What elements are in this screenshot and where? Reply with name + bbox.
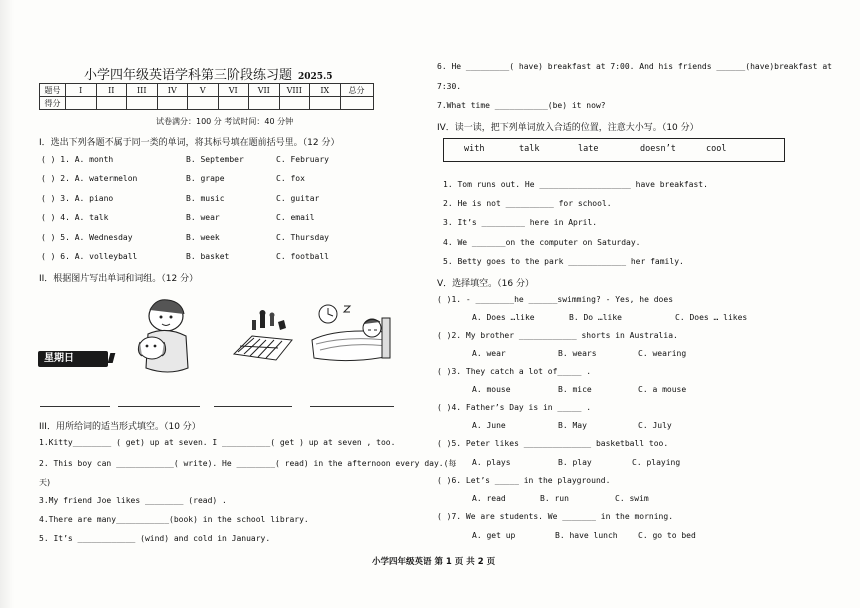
s1-q1-b: B. September — [186, 155, 244, 164]
s1-q3-c: C. guitar — [276, 194, 320, 203]
section5-title: V．选择填空。（16 分） — [437, 279, 534, 289]
s5-q2-b: B. wears — [558, 349, 597, 358]
answer-line[interactable] — [40, 406, 110, 407]
s1-q6: ( ) 6. A. volleyball — [41, 252, 138, 261]
s5-q1-b: B. Do …like — [569, 313, 622, 322]
section1-title: I．选出下列各题不属于同一类的单词，将其标号填在题前括号里。（12 分） — [39, 138, 340, 148]
s5-q6-a: A. read — [472, 494, 506, 503]
title-year: 2025.5 — [298, 72, 333, 82]
s5-q4-a: A. June — [472, 421, 506, 430]
s3-q6-line1: 6. He _________( have) breakfast at 7:00. And his friends ______(have)breakfast at — [437, 62, 832, 71]
s5-q2-a: A. wear — [472, 349, 506, 358]
s1-q4-c: C. email — [276, 213, 315, 222]
s4-line3: 3. It’s _________ here in April. — [443, 218, 598, 227]
s4-line2: 2. He is not __________ for school. — [443, 199, 612, 208]
s1-q3-b: B. music — [186, 194, 225, 203]
s5-q6: ( )6. Let’s _____ in the playground. — [437, 476, 611, 485]
s4-line4: 4. We _______on the computer on Saturday. — [443, 238, 641, 247]
answer-line[interactable] — [214, 406, 292, 407]
s1-q1: ( ) 1. A. month — [41, 155, 114, 164]
score-input-cell[interactable] — [96, 97, 127, 110]
s1-q3: ( ) 3. A. piano — [41, 194, 114, 203]
score-cell: IV — [157, 84, 188, 97]
s5-q1: ( )1. - ________he ______swimming? - Yes, he does — [437, 295, 674, 304]
score-input-cell[interactable] — [310, 97, 341, 110]
score-cell: IX — [310, 84, 341, 97]
s5-q1-c: C. Does … likes — [675, 313, 748, 322]
score-input-cell[interactable] — [188, 97, 219, 110]
score-input-cell[interactable] — [279, 97, 310, 110]
s3-line5: 5. It’s ____________ (wind) and cold in January. — [39, 534, 271, 543]
s5-q3-a: A. mouse — [472, 385, 511, 394]
score-cell: I — [66, 84, 97, 97]
title-text: 小学四年级英语学科第三阶段练习题 — [84, 68, 293, 83]
s3-q7: 7.What time ___________(be) it now? — [437, 101, 606, 110]
score-cell: III — [127, 84, 158, 97]
word-bank-item: cool — [706, 144, 727, 154]
s5-q5-b: B. play — [558, 458, 592, 467]
s1-q6-c: C. football — [276, 252, 329, 261]
section2-title: II．根据图片写出单词和词组。（12 分） — [39, 274, 199, 284]
word-bank-item: late — [578, 144, 599, 154]
exam-info: 试卷满分：100 分 考试时间：40 分钟 — [156, 117, 294, 126]
page-title — [84, 64, 332, 83]
s1-q5: ( ) 5. A. Wednesday — [41, 233, 133, 242]
score-table-score-row — [40, 97, 374, 110]
word-bank-item: doesn’t — [640, 144, 676, 154]
score-cell: 题号 — [40, 84, 66, 97]
s1-q5-b: B. week — [186, 233, 220, 242]
score-cell: II — [96, 84, 127, 97]
s5-q7-c: C. go to bed — [638, 531, 696, 540]
s4-line5: 5. Betty goes to the park ____________ her family. — [443, 257, 684, 266]
s5-q2: ( )2. My brother ____________ shorts in Australia. — [437, 331, 678, 340]
s3-line2b: 天) — [39, 478, 51, 487]
score-table — [39, 83, 374, 110]
sunday-badge-image: 星期日 — [38, 351, 108, 367]
s5-q4-c: C. July — [638, 421, 672, 430]
s5-q3-c: C. a mouse — [638, 385, 687, 394]
s3-line4: 4.There are many___________(book) in the school library. — [39, 515, 309, 524]
s5-q7: ( )7. We are students. We _______ in the morning. — [437, 512, 674, 521]
s4-line1: 1. Tom runs out. He ___________________ have breakfast. — [443, 180, 708, 189]
s1-q6-b: B. basket — [186, 252, 230, 261]
s1-q1-c: C. February — [276, 155, 329, 164]
s1-q4: ( ) 4. A. talk — [41, 213, 109, 222]
s5-q3-b: B. mice — [558, 385, 592, 394]
chess-picture — [230, 306, 296, 362]
score-row-label: 得分 — [40, 97, 66, 110]
section3-title: III．用所给词的适当形式填空。（10 分） — [39, 422, 201, 432]
score-input-cell[interactable] — [66, 97, 97, 110]
s1-q2-c: C. fox — [276, 174, 305, 183]
score-input-cell[interactable] — [157, 97, 188, 110]
s5-q5-c: C. playing — [632, 458, 681, 467]
s3-line1: 1.Kitty________ ( get) up at seven. I __________( get ) up at seven , too. — [39, 438, 396, 447]
s1-q2: ( ) 2. A. watermelon — [41, 174, 138, 183]
s3-line3: 3.My friend Joe likes ________ (read) . — [39, 496, 227, 505]
s5-q2-c: C. wearing — [638, 349, 687, 358]
s1-q2-b: B. grape — [186, 174, 225, 183]
score-cell: VIII — [279, 84, 310, 97]
s5-q3: ( )3. They catch a lot of_____ . — [437, 367, 592, 376]
go-to-bed-picture — [306, 300, 398, 366]
score-table-header-row — [40, 84, 374, 97]
s3-q6-line2: 7:30. — [437, 82, 462, 91]
answer-line[interactable] — [118, 406, 200, 407]
s5-q5-a: A. plays — [472, 458, 511, 467]
word-bank-box — [443, 138, 785, 162]
word-bank-item: talk — [519, 144, 540, 154]
s5-q4: ( )4. Father’s Day is in _____ . — [437, 403, 592, 412]
s5-q6-c: C. swim — [615, 494, 649, 503]
score-input-cell[interactable] — [127, 97, 158, 110]
score-cell: 总分 — [340, 84, 373, 97]
score-input-cell[interactable] — [218, 97, 249, 110]
s5-q7-a: A. get up — [472, 531, 516, 540]
score-cell: VII — [249, 84, 280, 97]
section4-title: IV．读一读，把下列单词放入合适的位置，注意大小写。（10 分） — [437, 123, 699, 133]
s5-q1-a: A. Does …like — [472, 313, 535, 322]
boy-dog-picture — [128, 296, 196, 378]
page-edge-shadow — [0, 0, 14, 608]
page-footer: 小学四年级英语 第 1 页 共 2 页 — [372, 557, 496, 567]
s5-q7-b: B. have lunch — [555, 531, 618, 540]
answer-line[interactable] — [310, 406, 394, 407]
s5-q5: ( )5. Peter likes ______________ basketball too. — [437, 439, 669, 448]
score-cell: V — [188, 84, 219, 97]
score-input-cell[interactable] — [249, 97, 280, 110]
s3-line2: 2. This boy can ____________( write). He ________( read) in the afternoon every day.(每 — [39, 459, 457, 468]
s1-q4-b: B. wear — [186, 213, 220, 222]
score-cell: VI — [218, 84, 249, 97]
word-bank-item: with — [464, 144, 485, 154]
s1-q5-c: C. Thursday — [276, 233, 329, 242]
s5-q4-b: B. May — [558, 421, 587, 430]
score-input-cell[interactable] — [340, 97, 373, 110]
s5-q6-b: B. run — [540, 494, 569, 503]
